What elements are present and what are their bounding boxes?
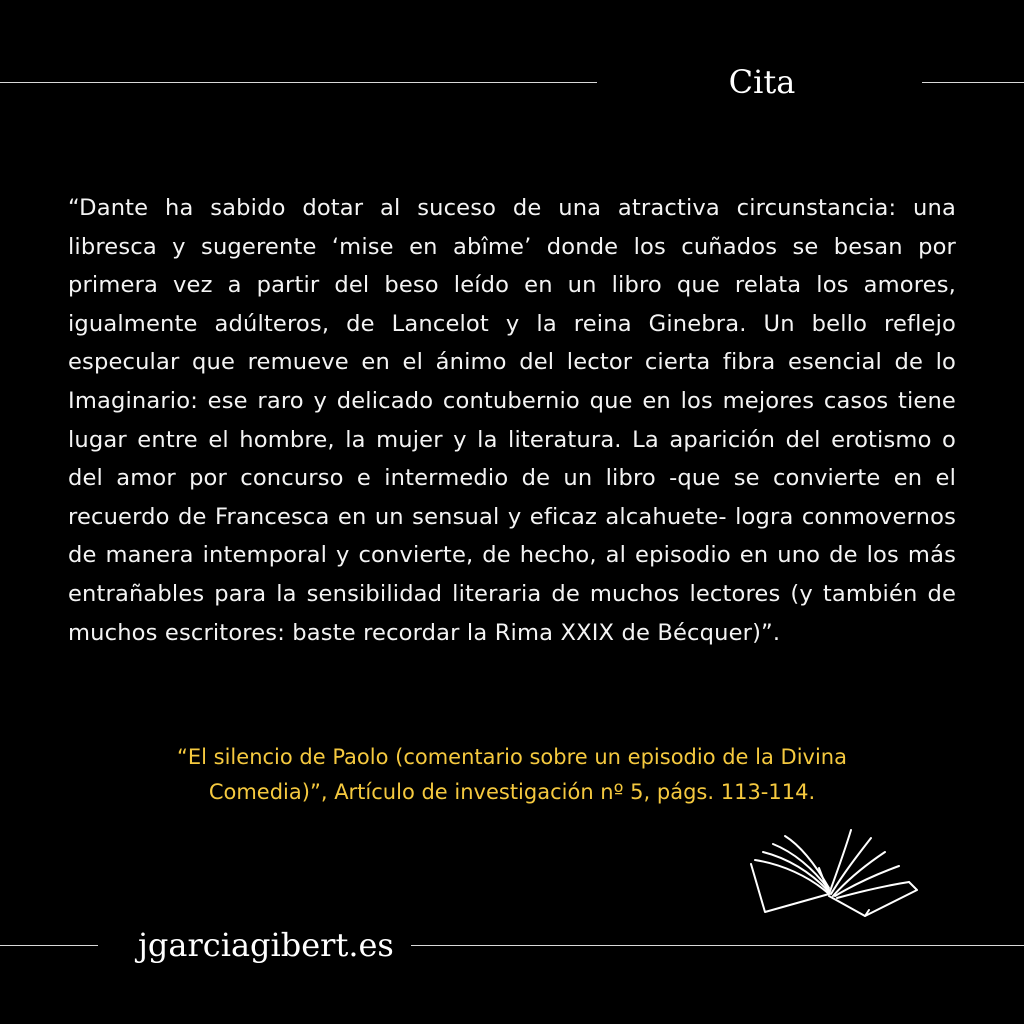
- quote-text: “Dante ha sabido dotar al suceso de una atractiva circunstancia: una libresca y sugerente ‘mise en abîme’ donde los cuñados se besan por primera vez a partir del beso leído en un libro que relata los amores, igualmente adúlteros, de Lancelot y la reina Ginebra. Un bello reflejo especular que remueve en el ánimo del lector cierta fibra esencial de lo Imaginario: ese raro y delicado contubernio que en los mejores casos tiene lugar entre el hombre, la mujer y la literatura. La aparición del erotismo o del amor por concurso e intermedio de un libro -que se convierte en el recuerdo de Francesca en un sensual y eficaz alcahuete- logra conmovernos de manera intemporal y convierte, de hecho, al episodio en uno de los más entrañables para la sensibilidad literaria de muchos lectores (y también de muchos escritores: baste recordar la Rima XXIX de Bécquer)”.: [68, 195, 956, 646]
- card-title: Cita: [728, 63, 796, 101]
- citation-line-2: Comedia)”, Artículo de investigación nº 5, págs. 113-114.: [208, 780, 816, 804]
- open-book-icon: [745, 824, 923, 918]
- footer-rule-left: [0, 945, 98, 946]
- quote-citation: [120, 740, 904, 810]
- citation-line-1: “El silencio de Paolo (comentario sobre un episodio de la Divina: [177, 745, 847, 769]
- footer-rule-right: [411, 945, 1024, 946]
- header-rule-right: [922, 82, 1024, 83]
- website-url[interactable]: jgarciagibert.es: [138, 926, 394, 964]
- header-rule-left: [0, 82, 597, 83]
